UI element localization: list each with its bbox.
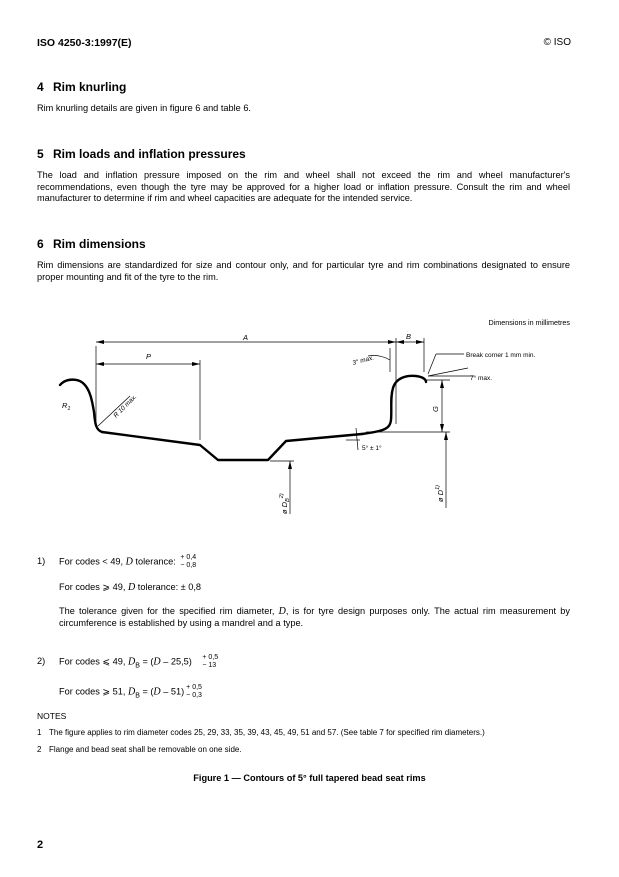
break-corner-label: Break corner 1 mm min. bbox=[466, 352, 536, 359]
tolerance-stack: + 0,5 − 0,3 bbox=[186, 684, 202, 699]
three-degree-label: 3° max. bbox=[351, 354, 375, 367]
footnote-2-marker: 2) bbox=[37, 656, 46, 666]
section-title: Rim dimensions bbox=[53, 237, 146, 251]
radius-10-label: R 10 max. bbox=[112, 393, 139, 420]
rim-contour-diagram bbox=[50, 328, 570, 538]
dimension-g-label: G bbox=[431, 406, 440, 412]
dimension-a-label: A bbox=[243, 333, 249, 342]
note-item: 2 Flange and bead seat shall be removable on one side. bbox=[37, 745, 242, 754]
diameter-db-label: ø $D_B^{2)}$ bbox=[279, 493, 291, 514]
note-item: 1 The figure applies to rim diameter codes 25, 29, 33, 35, 39, 43, 45, 49, 51 and 57. (See table 7 for specified rim diameters.) bbox=[37, 728, 485, 737]
section-title: Rim knurling bbox=[53, 80, 127, 94]
section-6-heading bbox=[37, 237, 146, 251]
diameter-d-label: ø $D^{1)}$ bbox=[435, 485, 445, 502]
tolerance-stack: + 0,5 − 13 bbox=[202, 654, 219, 669]
footnote-1-line-2: For codes ⩾ 49, D tolerance: ± 0,8 bbox=[59, 582, 202, 593]
section-number: 6 bbox=[37, 237, 44, 251]
section-title: Rim loads and inflation pressures bbox=[53, 147, 246, 161]
footnote-2-line-1: For codes ⩽ 49, $D_B = (D - 25,5) + 0,5$ − 13 bbox=[59, 654, 219, 670]
units-note: Dimensions in millimetres bbox=[488, 318, 570, 327]
figure-caption: Figure 1 — Contours of 5° full tapered bead seat rims bbox=[193, 773, 426, 783]
copyright-mark: © ISO bbox=[543, 37, 571, 48]
tolerance-stack: + 0,4 − 0,8 bbox=[180, 554, 197, 569]
section-4-text: Rim knurling details are given in figure 6 and table 6. bbox=[37, 103, 251, 113]
section-5-heading bbox=[37, 147, 246, 161]
section-6-text: Rim dimensions are standardized for size and contour only, and for particular tyre and rim combinations designated to ensure proper mounting and fit of the tyre to the rim. bbox=[37, 260, 570, 282]
footnote-1-marker: 1) bbox=[37, 556, 46, 566]
document-code: ISO 4250-3:1997(E) bbox=[37, 37, 132, 49]
page-number: 2 bbox=[37, 839, 44, 851]
footnote-1-line-1: For codes < 49, D tolerance: + 0,4 − 0,8 bbox=[59, 554, 197, 569]
seven-degree-label: 7° max. bbox=[470, 375, 493, 382]
section-number: 5 bbox=[37, 147, 44, 161]
dimension-b-label: B bbox=[406, 332, 412, 341]
five-degree-label: 5° ± 1° bbox=[362, 445, 382, 452]
section-number: 4 bbox=[37, 80, 44, 94]
footnote-1-paragraph: The tolerance given for the specified rim diameter, D, is for tyre design purposes only. The actual rim measurement by circumference is established by using a mandrel and a type. bbox=[59, 606, 570, 628]
section-4-heading bbox=[37, 80, 126, 94]
section-5-text: The load and inflation pressure imposed on the rim and wheel shall not exceed the rim and wheel manufacturer's recommendations, even though the tyre may be approved for a higher load or inflation pressure. Consult the rim and wheel manufacturer to determine if rim and wheel capacities are adequate for the intended service. bbox=[37, 170, 570, 204]
footnote-2-line-2: For codes ⩾ 51, $D_B = (D - 51) + 0,5$ − 0,3 bbox=[59, 684, 202, 700]
radius-r1-label: $R_1$ bbox=[62, 401, 71, 412]
dimension-p-label: P bbox=[146, 352, 152, 361]
notes-title: NOTES bbox=[37, 711, 67, 721]
